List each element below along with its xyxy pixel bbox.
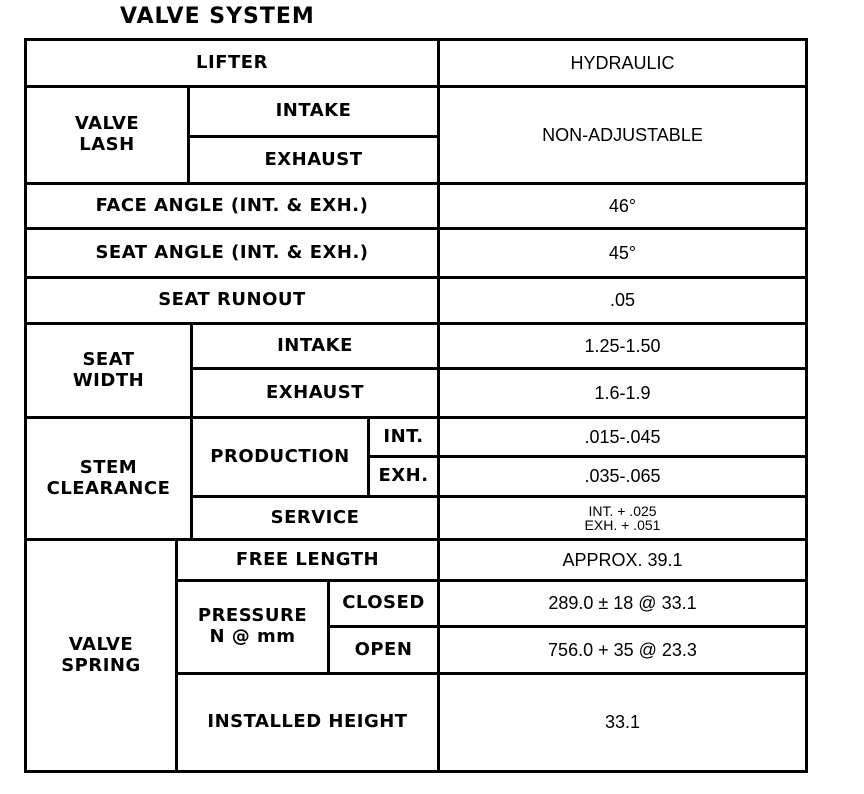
pressure-label-line2: N @ mm [209, 626, 296, 647]
seat-runout-label: SEAT RUNOUT [158, 289, 306, 311]
seat-runout-value: .05 [609, 290, 636, 311]
pressure-label-line1: PRESSURE [197, 605, 308, 627]
stem-clearance-label-line1: STEM [79, 456, 138, 478]
service-value-exh: EXH. + .051 [584, 517, 661, 533]
stem-clearance-label-line2: CLEARANCE [46, 477, 171, 499]
service-value-int: INT. + .025 [588, 503, 657, 519]
valve-lash-label-line2: LASH [79, 134, 135, 155]
seat-width-intake-label: INTAKE [277, 334, 353, 356]
stem-clearance-service-value [440, 498, 805, 538]
face-angle-label: FACE ANGLE (INT. & EXH.) [95, 194, 369, 216]
valve-lash-value: NON-ADJUSTABLE [542, 124, 703, 145]
valve-spring-label [27, 541, 175, 770]
free-length-label: FREE LENGTH [235, 548, 380, 570]
valve-lash-exhaust-label: EXHAUST [264, 148, 363, 170]
valve-lash-intake-label: INTAKE [275, 100, 352, 122]
face-angle-value: 46° [608, 195, 637, 216]
seat-width-label [27, 325, 190, 416]
installed-height-value: 33.1 [604, 712, 641, 733]
valve-spring-label-line1: VALVE [68, 633, 134, 655]
seat-width-label-line1: SEAT [82, 348, 135, 370]
lifter-value: HYDRAULIC [570, 52, 675, 73]
pressure-label [178, 582, 327, 672]
valve-lash-label [27, 88, 187, 182]
pressure-closed-label: CLOSED [342, 592, 425, 614]
stem-clearance-exh-label: EXH. [378, 465, 429, 487]
pressure-open-value: 756.0 + 35 @ 23.3 [548, 639, 697, 660]
seat-width-exhaust-label: EXHAUST [266, 381, 364, 403]
seat-width-label-line2: WIDTH [72, 369, 145, 391]
stem-clearance-exh-value: .035-.065 [584, 466, 661, 487]
free-length-value: APPROX. 39.1 [562, 549, 683, 570]
valve-system-table [24, 38, 808, 773]
seat-angle-label: SEAT ANGLE (INT. & EXH.) [95, 241, 369, 263]
valve-spring-label-line2: SPRING [61, 654, 141, 676]
stem-clearance-service-label: SERVICE [270, 506, 360, 528]
installed-height-label: INSTALLED HEIGHT [207, 711, 408, 733]
pressure-closed-value: 289.0 ± 18 @ 33.1 [548, 593, 697, 614]
seat-width-intake-value: 1.25-1.50 [584, 335, 661, 356]
stem-clearance-production-label: PRODUCTION [210, 445, 350, 467]
stem-clearance-label [27, 419, 190, 538]
stem-clearance-int-value: .015-.045 [584, 426, 661, 447]
lifter-label: LIFTER [196, 51, 268, 73]
page-title: VALVE SYSTEM [120, 4, 315, 29]
seat-angle-value: 45° [608, 242, 637, 263]
valve-lash-label-line1: VALVE [74, 113, 140, 135]
pressure-open-label: OPEN [354, 638, 413, 660]
stem-clearance-int-label: INT. [383, 425, 424, 447]
seat-width-exhaust-value: 1.6-1.9 [594, 382, 651, 403]
